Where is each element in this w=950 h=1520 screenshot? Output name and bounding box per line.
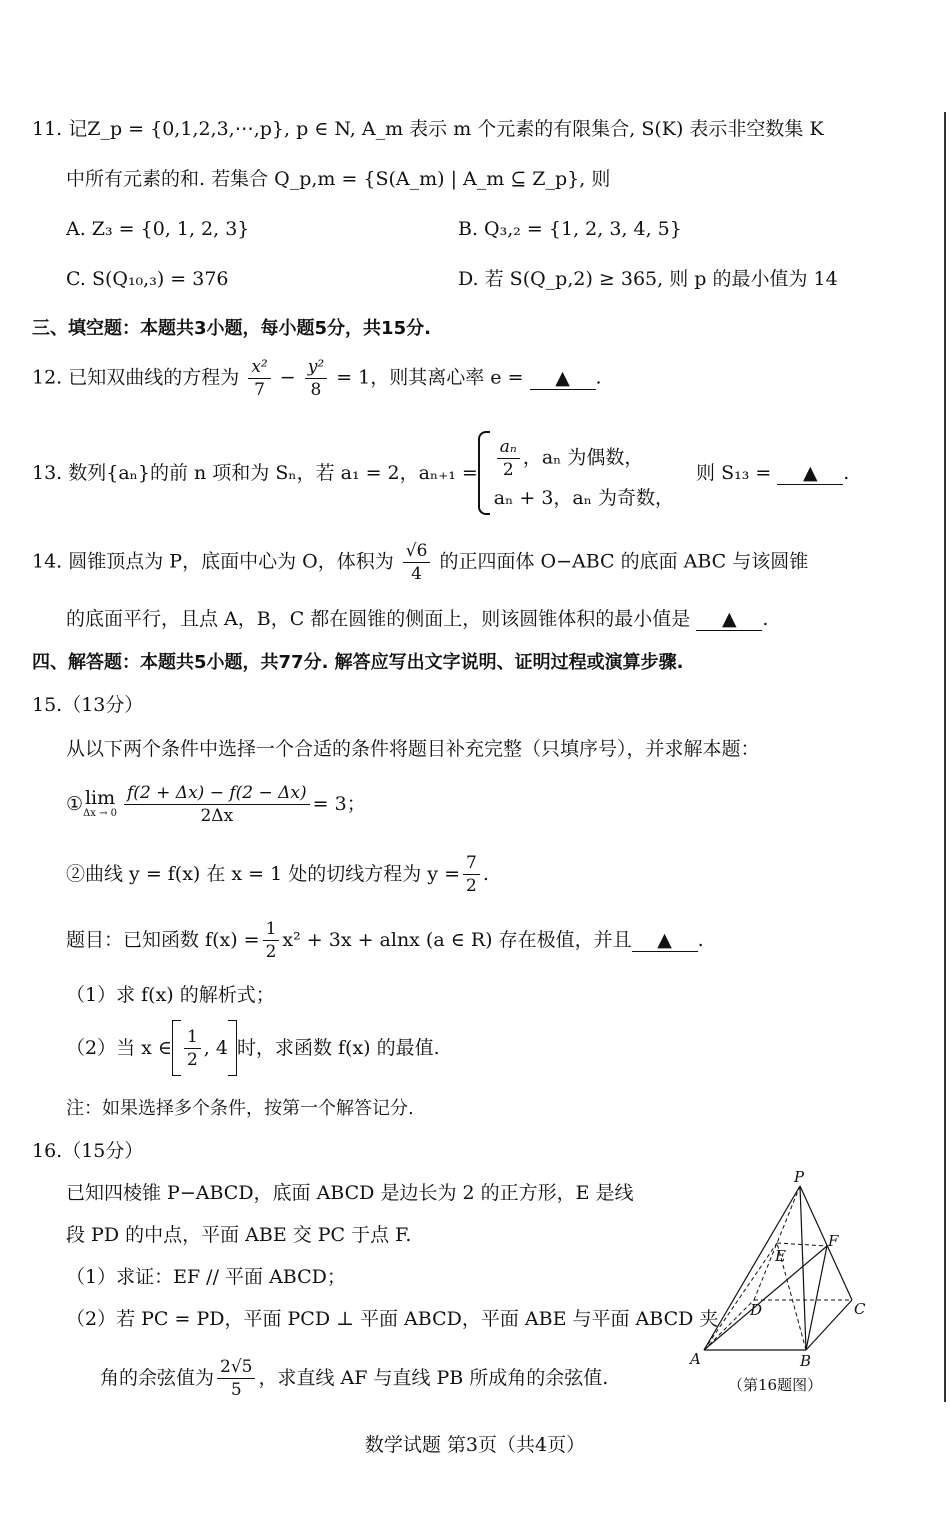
q15-part-2 xyxy=(66,1018,440,1078)
q15-p2-pre: （2）当 x ∈ xyxy=(66,1037,172,1059)
q16-l5-frac: $\frac{2√5}{5}$ xyxy=(217,1356,255,1401)
q13-post: 则 S₁₃ = xyxy=(696,462,772,484)
q12-frac-y: $\frac{\text{y²}}{8}$ xyxy=(305,356,327,401)
q16-line1: 已知四棱锥 P−ABCD，底面 ABCD 是边长为 2 的正方形，E 是线 xyxy=(66,1182,634,1204)
label-D: D xyxy=(750,1301,763,1319)
q15-condition-2 xyxy=(66,846,489,902)
q15-title-post: x² + 3x + alnx (a ∈ R) 存在极值，并且 xyxy=(282,929,632,951)
q16-part-1: （1）求证：EF // 平面 ABCD； xyxy=(66,1266,346,1288)
q15-p2-right-bracket xyxy=(228,1020,237,1076)
figure-caption: （第16题图） xyxy=(728,1376,823,1394)
q11-line2: 中所有元素的和. 若集合 Q_p,m = {S(A_m) | A_m ⊆ Z_p}, 则 xyxy=(66,168,611,190)
section-fill-in-heading: 三、填空题：本题共3小题，每小题5分，共15分. xyxy=(32,318,431,339)
label-B: B xyxy=(800,1352,812,1370)
q16-heading: 16.（15分） xyxy=(32,1140,144,1162)
q14-line2-text: 的底面平行，且点 A，B，C 都在圆锥的侧面上，则该圆锥体积的最小值是 xyxy=(66,608,691,630)
q13-case1-den: 2 xyxy=(502,459,514,480)
edge-AE-hidden xyxy=(704,1243,777,1350)
q14-end: . xyxy=(762,608,769,630)
q16-line2: 段 PD 的中点，平面 ABE 交 PC 于点 F. xyxy=(66,1224,412,1246)
q13 xyxy=(32,428,849,518)
q15-p2-mid: , 4 xyxy=(203,1037,228,1059)
page-right-border xyxy=(944,112,946,1402)
q16-l5-pre: 角的余弦值为 xyxy=(100,1367,215,1389)
q11-option-b: B. Q₃,₂ = {1, 2, 3, 4, 5} xyxy=(458,218,682,240)
edge-PC xyxy=(800,1186,852,1300)
q11-option-d: D. 若 S(Q_p,2) ≥ 365, 则 p 的最小值为 14 xyxy=(458,268,838,290)
q12-minus: − xyxy=(279,366,296,389)
q16-line5 xyxy=(100,1350,608,1406)
q14-line2 xyxy=(66,606,768,632)
label-F: F xyxy=(828,1232,839,1250)
q15-part-1: （1）求 f(x) 的解析式； xyxy=(66,984,275,1006)
q15-intro: 从以下两个条件中选择一个合适的条件将题目补充完整（只填序号），并求解本题： xyxy=(66,738,760,760)
q14-post: 的正四面体 O−ABC 的底面 ABC 与该圆锥 xyxy=(439,550,809,573)
page-footer: 数学试题 第3页（共4页） xyxy=(364,1434,586,1456)
q13-case1-num: aₙ xyxy=(497,436,520,459)
q15-c2-frac: $\frac{7}{2}$ xyxy=(463,852,480,897)
q14-line1 xyxy=(32,540,808,585)
q15-p2-post: 时，求函数 f(x) 的最值. xyxy=(236,1037,440,1059)
q13-end: . xyxy=(843,462,850,484)
label-E: E xyxy=(775,1247,786,1265)
q15-title-frac: $\frac{1}{2}$ xyxy=(263,918,280,963)
q15-p2-left-bracket xyxy=(172,1020,181,1076)
q15-end: . xyxy=(697,929,704,951)
label-P: P xyxy=(794,1170,805,1186)
q14-pre: 14. 圆锥顶点为 P，底面中心为 O，体积为 xyxy=(32,550,394,573)
q13-brace xyxy=(478,431,490,515)
q13-case2: aₙ + 3，aₙ 为奇数， xyxy=(493,486,675,509)
q15-problem xyxy=(66,912,704,968)
pyramid-figure xyxy=(680,1170,880,1400)
q15-c1-frac: $\frac{f(2 + \Delta x) - f(2 - \Delta x)}{2\Delta x}$ xyxy=(124,782,310,827)
q15-c2-end: . xyxy=(482,863,489,885)
q14-answer-blank[interactable]: ▲ xyxy=(696,608,762,631)
q11-option-a: A. Z₃ = {0, 1, 2, 3} xyxy=(66,218,250,240)
q12-pre: 12. 已知双曲线的方程为 xyxy=(32,366,240,389)
q15-heading: 15.（13分） xyxy=(32,694,144,716)
q12-end: . xyxy=(595,366,602,389)
q15-p2-frac: $\frac{1}{2}$ xyxy=(184,1026,201,1071)
q15-condition-1 xyxy=(66,776,366,832)
q15-c2-pre: ②曲线 y = f(x) 在 x = 1 处的切线方程为 y = xyxy=(66,863,461,885)
q14-frac: $\frac{√6}{4}$ xyxy=(403,540,431,585)
q15-c1-mark: ① xyxy=(66,793,84,815)
edge-BC xyxy=(806,1300,852,1350)
q16-part-2: （2）若 PC = PD，平面 PCD ⊥ 平面 ABCD，平面 ABE 与平面 ABCD 夹 xyxy=(66,1308,719,1330)
q12 xyxy=(32,356,602,401)
q11-line1: 11. 记Z_p = {0,1,2,3,⋯,p}, p ∈ N, A_m 表示 m 个元素的有限集合, S(K) 表示非空数集 K xyxy=(32,118,824,140)
q15-title-pre: 题目：已知函数 f(x) = xyxy=(66,929,260,951)
q15-note: 注：如果选择多个条件，按第一个解答记分. xyxy=(66,1098,414,1119)
q15-c1-post: = 3； xyxy=(312,793,366,815)
q13-case1: ，aₙ 为偶数， xyxy=(522,446,644,468)
section-answer-heading: 四、解答题：本题共5小题，共77分. 解答应写出文字说明、证明过程或演算步骤. xyxy=(32,652,684,673)
q15-answer-blank[interactable]: ▲ xyxy=(632,929,698,952)
label-A: A xyxy=(690,1350,701,1368)
q16-l5-post: ，求直线 AF 与直线 PB 所成角的余弦值. xyxy=(258,1367,609,1389)
q12-post: = 1，则其离心率 e = xyxy=(336,366,524,389)
label-C: C xyxy=(854,1300,866,1318)
edge-PA xyxy=(704,1186,800,1350)
q13-answer-blank[interactable]: ▲ xyxy=(777,462,843,485)
q12-answer-blank[interactable]: ▲ xyxy=(530,367,596,390)
q11-option-c: C. S(Q₁₀,₃) = 376 xyxy=(66,268,229,290)
q13-cases xyxy=(494,436,674,511)
q13-pre: 13. 数列{aₙ}的前 n 项和为 Sₙ，若 a₁ = 2，aₙ₊₁ = xyxy=(32,462,478,484)
q15-c1-lim: lim Δx → 0 xyxy=(83,787,118,819)
q12-frac-x: $\frac{\text{x²}}{7}$ xyxy=(248,356,270,401)
